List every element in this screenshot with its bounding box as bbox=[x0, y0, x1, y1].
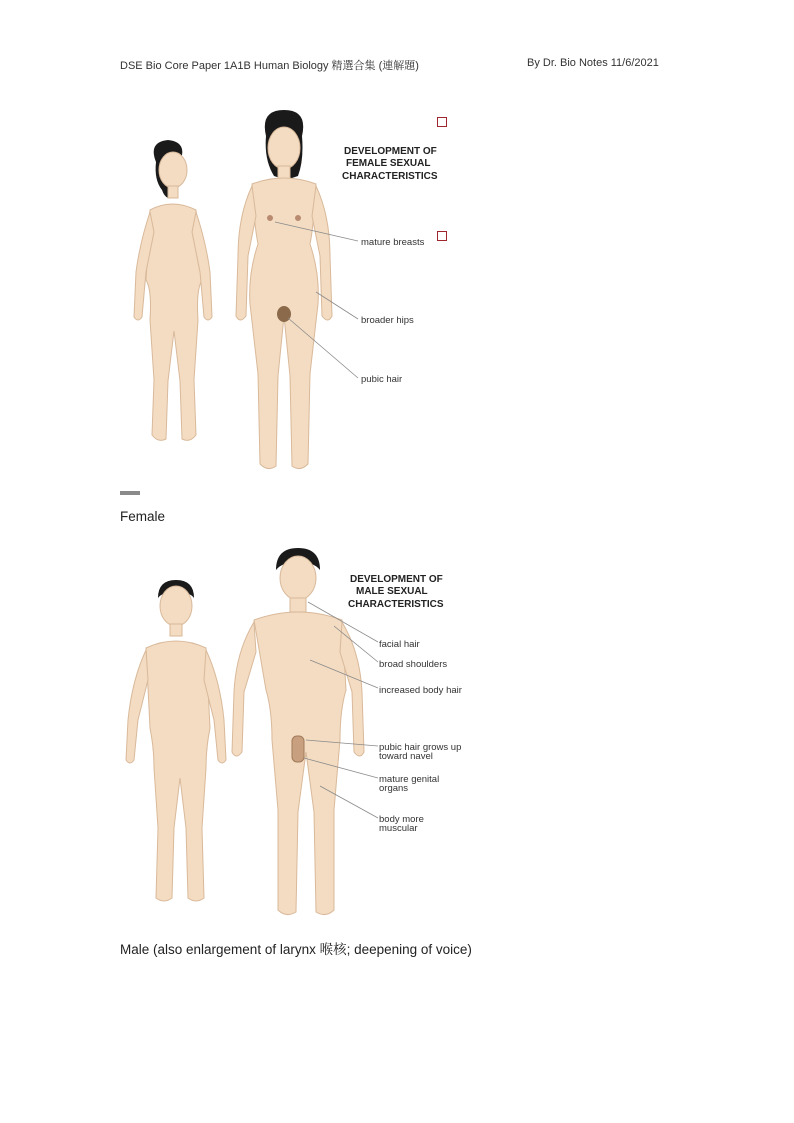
woman-figure bbox=[236, 110, 332, 469]
female-title-line-2: FEMALE SEXUAL bbox=[346, 158, 431, 169]
page-header bbox=[120, 57, 674, 75]
girl-figure bbox=[134, 140, 212, 440]
boy-figure bbox=[126, 580, 226, 901]
label-pubic-hair: pubic hair bbox=[361, 374, 403, 385]
label-genital-line-1: mature genital bbox=[379, 774, 440, 785]
scale-marker bbox=[120, 491, 140, 495]
label-facial-hair: facial hair bbox=[379, 639, 420, 650]
female-title-line-1: DEVELOPMENT OF bbox=[344, 146, 437, 157]
label-mature-breasts: mature breasts bbox=[361, 237, 425, 248]
male-title-line-3: CHARACTERISTICS bbox=[348, 599, 444, 610]
man-figure bbox=[232, 548, 364, 915]
caption-male: Male (also enlargement of larynx 喉核; deepening of voice) bbox=[120, 942, 472, 957]
female-figure-title bbox=[342, 146, 438, 182]
female-development-figure bbox=[120, 100, 480, 500]
label-increased-body-hair: increased body hair bbox=[379, 685, 462, 696]
female-illustration bbox=[120, 100, 480, 500]
label-broader-hips: broader hips bbox=[361, 315, 414, 326]
header-course-title: DSE Bio Core Paper 1A1B Human Biology 精選合集 (連解題) bbox=[120, 60, 419, 72]
annotation-marker bbox=[437, 117, 447, 127]
label-pubic-hair-line-1: pubic hair grows up bbox=[379, 742, 462, 753]
male-title-line-2: MALE SEXUAL bbox=[356, 586, 428, 597]
male-illustration bbox=[120, 540, 480, 930]
label-genital-line-2: organs bbox=[379, 783, 409, 794]
header-author-date: By Dr. Bio Notes 11/6/2021 bbox=[527, 57, 659, 69]
male-development-figure bbox=[120, 540, 480, 930]
label-muscular-line-2: muscular bbox=[379, 823, 418, 834]
male-figure-title bbox=[348, 574, 444, 610]
male-title-line-1: DEVELOPMENT OF bbox=[350, 574, 443, 585]
label-pubic-hair-line-2: toward navel bbox=[379, 751, 433, 762]
caption-female: Female bbox=[120, 509, 166, 524]
label-muscular-line-1: body more bbox=[379, 814, 424, 825]
label-broad-shoulders: broad shoulders bbox=[379, 659, 448, 670]
annotation-marker bbox=[437, 231, 447, 241]
female-title-line-3: CHARACTERISTICS bbox=[342, 171, 438, 182]
